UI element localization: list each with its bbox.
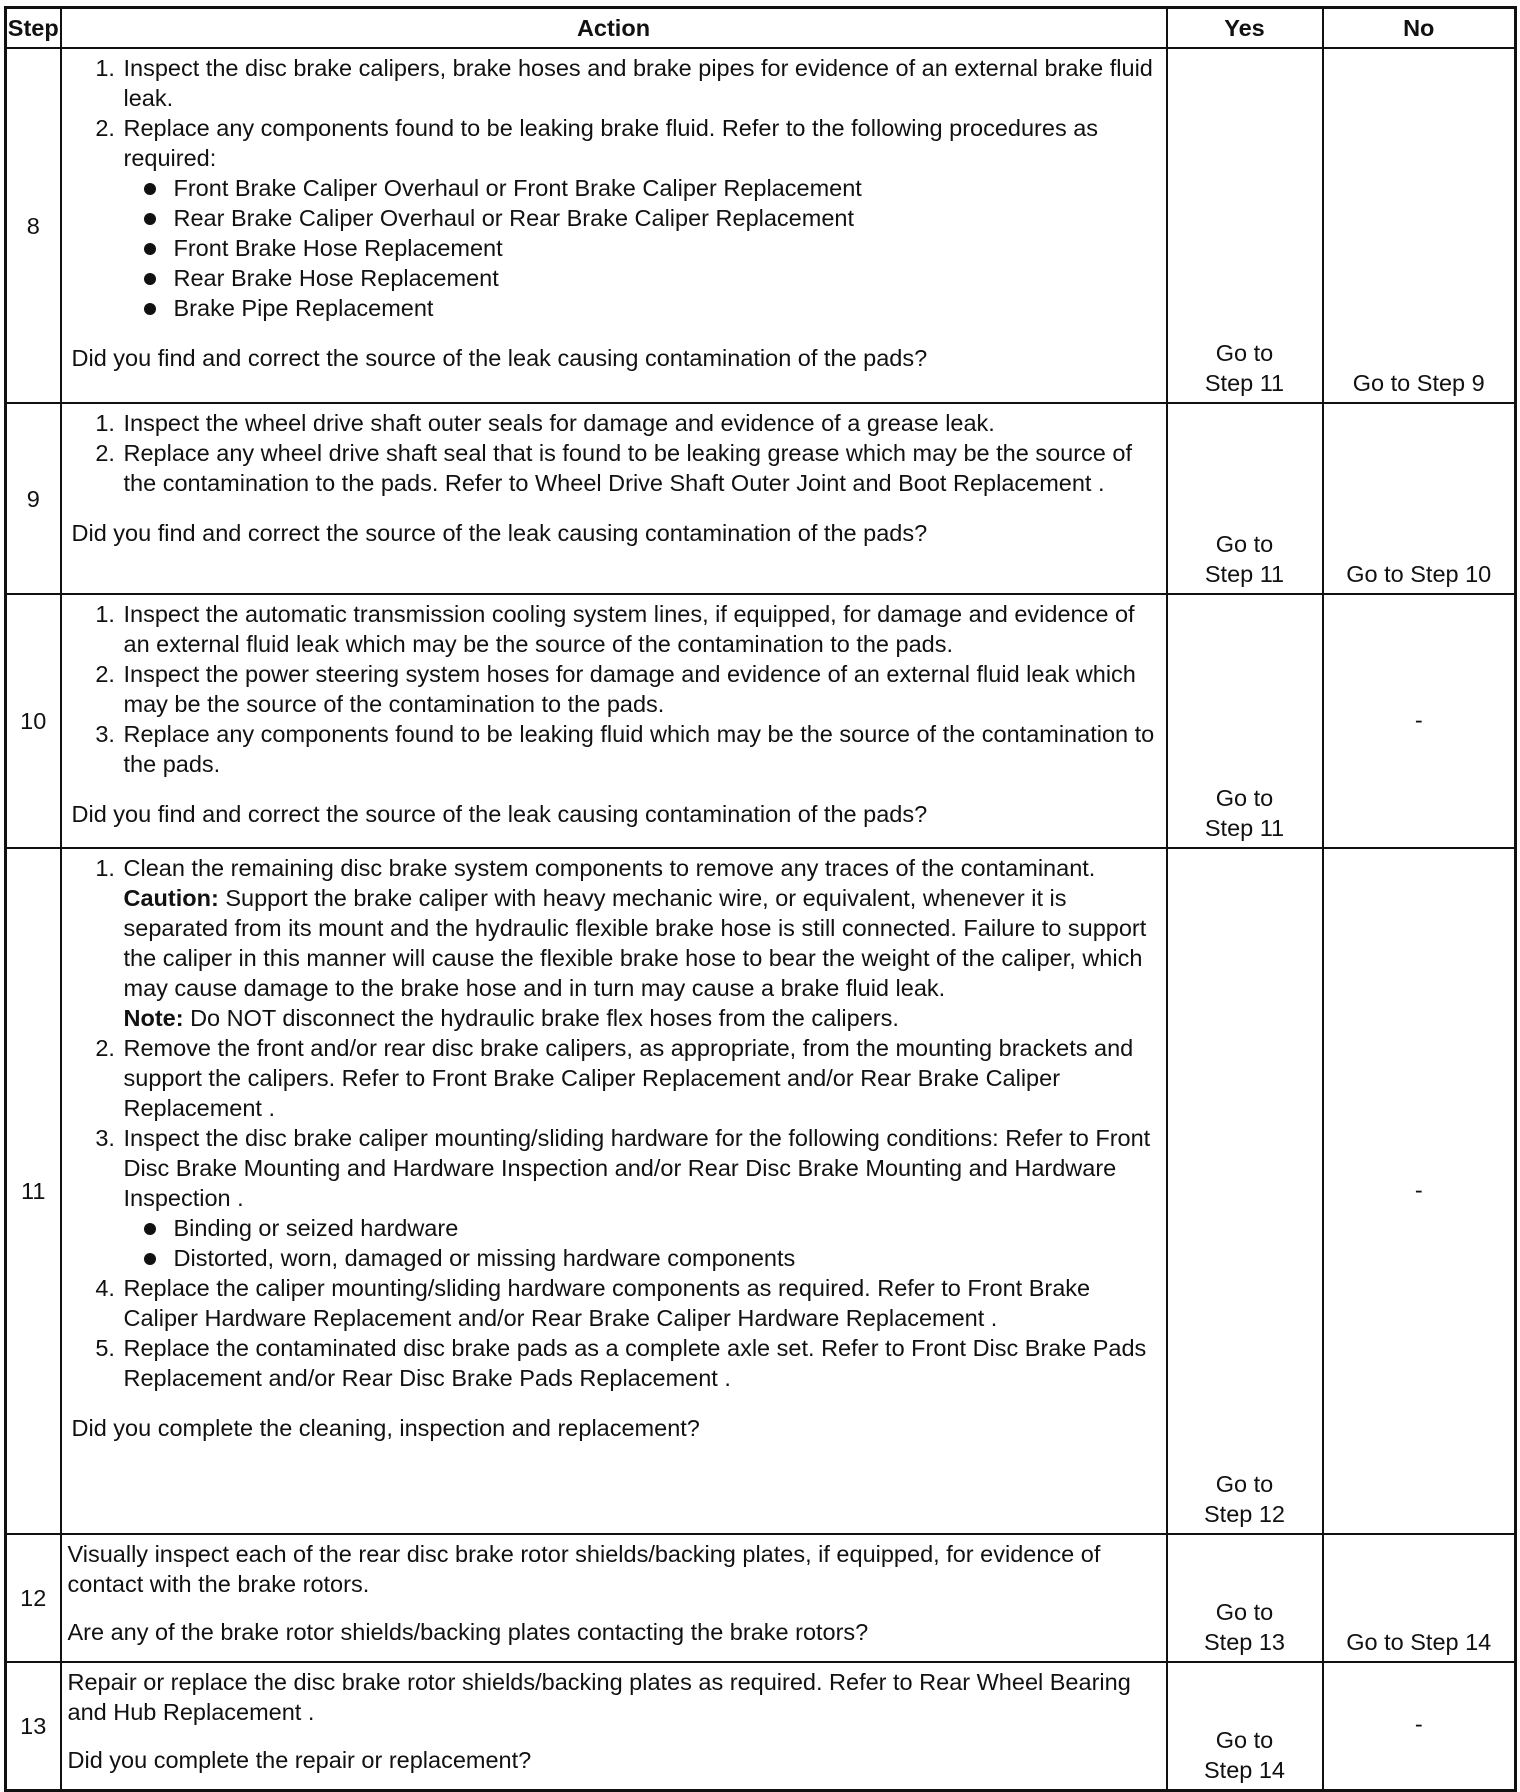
list-item: 5. Replace the contaminated disc brake pads as a complete axle set. Refer to Front Disc Brake Pads Replacement and/or Rear Disc Brake Pads Replacement . <box>122 1333 1160 1393</box>
yes-cell <box>1167 1534 1323 1662</box>
header-row <box>6 8 1516 49</box>
diagnostic-table-sheet <box>4 6 1514 1791</box>
action-cell <box>61 848 1167 1534</box>
action-header: Action <box>61 8 1167 49</box>
bullet-item: Front Brake Caliper Overhaul or Front Brake Caliper Replacement <box>174 173 1160 203</box>
action-text: Visually inspect each of the rear disc brake rotor shields/backing plates, if equipped, for evidence of contact with the brake rotors. <box>67 1541 1101 1597</box>
yes-goto: Go to <box>1215 1726 1274 1753</box>
bullet-list <box>124 173 1160 323</box>
question-text: Are any of the brake rotor shields/backing plates contacting the brake rotors? <box>67 1619 869 1645</box>
yes-step: Step 11 <box>1204 561 1285 587</box>
list-item <box>122 1123 1160 1273</box>
list-item: 2. Remove the front and/or rear disc brake calipers, as appropriate, from the mounting brackets and support the calipers. Refer to Front Brake Caliper Replacement and/or Rear Brake Caliper Replacement . <box>122 1033 1160 1123</box>
step-number: 12 <box>6 1534 61 1662</box>
no-cell: Go to Step 9 <box>1323 48 1516 403</box>
action-cell <box>61 1662 1167 1790</box>
diagnostic-table <box>4 6 1517 1792</box>
table-row <box>6 594 1516 848</box>
list-item: 4. Replace the caliper mounting/sliding hardware components as required. Refer to Front Brake Caliper Hardware Replacement and/or Rear Brake Caliper Hardware Replacement . <box>122 1273 1160 1333</box>
yes-cell <box>1167 594 1323 848</box>
action-cell <box>61 403 1167 594</box>
action-list <box>72 853 1160 1393</box>
list-item <box>122 113 1160 323</box>
note <box>124 1003 1160 1033</box>
list-item: 2. Inspect the power steering system hoses for damage and evidence of an external fluid leak which may be the source of the contamination to the pads. <box>122 659 1160 719</box>
yes-step: Step 11 <box>1204 815 1285 841</box>
table-row <box>6 1662 1516 1790</box>
question-text: Did you find and correct the source of the leak causing contamination of the pads? <box>71 801 928 827</box>
yes-goto: Go to <box>1215 1599 1274 1625</box>
yes-cell <box>1167 48 1323 403</box>
yes-step: Step 12 <box>1203 1501 1285 1527</box>
caution-label: Caution: <box>123 885 219 911</box>
yes-goto: Go to <box>1215 340 1274 366</box>
action-text: Repair or replace the disc brake rotor shields/backing plates as required. Refer to Rear Wheel Bearing and Hub Replacement . <box>67 1669 1131 1725</box>
bullet-item: Front Brake Hose Replacement <box>174 233 1160 263</box>
no-cell: Go to Step 10 <box>1323 403 1516 594</box>
list-item: 1. Inspect the disc brake calipers, brake hoses and brake pipes for evidence of an external brake fluid leak. <box>122 53 1160 113</box>
yes-cell <box>1167 848 1323 1534</box>
yes-step: Step 11 <box>1204 370 1285 396</box>
bullet-item: Rear Brake Hose Replacement <box>174 263 1160 293</box>
action-list <box>72 53 1160 323</box>
question-text: Did you complete the cleaning, inspection and replacement? <box>71 1415 700 1441</box>
bullet-list <box>124 1213 1160 1273</box>
note-label: Note: <box>123 1005 184 1031</box>
list-item <box>122 853 1160 1033</box>
no-header: No <box>1323 8 1516 49</box>
no-cell: - <box>1323 848 1516 1534</box>
note-text: Do NOT disconnect the hydraulic brake flex hoses from the calipers. <box>183 1005 899 1031</box>
list-item: 3. Replace any components found to be leaking fluid which may be the source of the contamination to the pads. <box>122 719 1160 779</box>
table-row <box>6 48 1516 403</box>
question-text: Did you find and correct the source of the leak causing contamination of the pads? <box>71 520 928 546</box>
bullet-item: Brake Pipe Replacement <box>174 293 1160 323</box>
yes-cell <box>1167 1662 1323 1790</box>
action-cell <box>61 1534 1167 1662</box>
yes-cell <box>1167 403 1323 594</box>
table-row <box>6 403 1516 594</box>
step-number: 9 <box>6 403 61 594</box>
yes-step: Step 14 <box>1203 1756 1285 1783</box>
no-cell: Go to Step 14 <box>1323 1534 1516 1662</box>
no-cell: - <box>1323 1662 1516 1790</box>
table-row <box>6 1534 1516 1662</box>
list-item-text: 1. Clean the remaining disc brake system components to remove any traces of the contaminant. <box>123 855 1096 881</box>
table-row <box>6 848 1516 1534</box>
list-item-text: Replace any components found to be leaking brake fluid. Refer to the following procedures as required: <box>123 115 1099 171</box>
no-cell: - <box>1323 594 1516 848</box>
yes-goto: Go to <box>1215 785 1274 811</box>
caution-note <box>124 883 1160 1003</box>
yes-step: Step 13 <box>1203 1629 1285 1655</box>
action-list <box>72 599 1160 779</box>
yes-goto: Go to <box>1215 531 1274 557</box>
step-header: Step <box>6 8 61 49</box>
step-number: 8 <box>6 48 61 403</box>
list-item: 1. Inspect the automatic transmission cooling system lines, if equipped, for damage and evidence of an external fluid leak which may be the source of the contamination to the pads. <box>122 599 1160 659</box>
list-item-text: Inspect the disc brake caliper mounting/sliding hardware for the following conditions: Refer to Front Disc Brake Mounting and Hardware Inspection and/or Rear Disc Brake Mounting and Hardware Inspection . <box>123 1125 1151 1211</box>
question-text: Did you complete the repair or replacement? <box>67 1747 532 1773</box>
list-item: 1. Inspect the wheel drive shaft outer seals for damage and evidence of a grease leak. <box>122 408 1160 438</box>
action-list <box>72 408 1160 498</box>
bullet-item: Distorted, worn, damaged or missing hardware components <box>174 1243 1160 1273</box>
yes-goto: Go to <box>1215 1471 1274 1497</box>
bullet-item: Binding or seized hardware <box>174 1213 1160 1243</box>
caution-text: Support the brake caliper with heavy mechanic wire, or equivalent, whenever it is separated from its mount and the hydraulic flexible brake hose is still connected. Failure to support the caliper in this manner will cause the flexible brake hose to bear the weight of the caliper, which may cause damage to the brake hose and in turn may cause a brake fluid leak. <box>123 885 1147 1001</box>
step-number: 13 <box>6 1662 61 1790</box>
step-number: 11 <box>6 848 61 1534</box>
yes-header: Yes <box>1167 8 1323 49</box>
action-cell <box>61 48 1167 403</box>
step-number: 10 <box>6 594 61 848</box>
bullet-item: Rear Brake Caliper Overhaul or Rear Brake Caliper Replacement <box>174 203 1160 233</box>
list-item: 2. Replace any wheel drive shaft seal that is found to be leaking grease which may be the source of the contamination to the pads. Refer to Wheel Drive Shaft Outer Joint and Boot Replacement . <box>122 438 1160 498</box>
action-cell <box>61 594 1167 848</box>
question-text: Did you find and correct the source of the leak causing contamination of the pads? <box>71 345 928 371</box>
